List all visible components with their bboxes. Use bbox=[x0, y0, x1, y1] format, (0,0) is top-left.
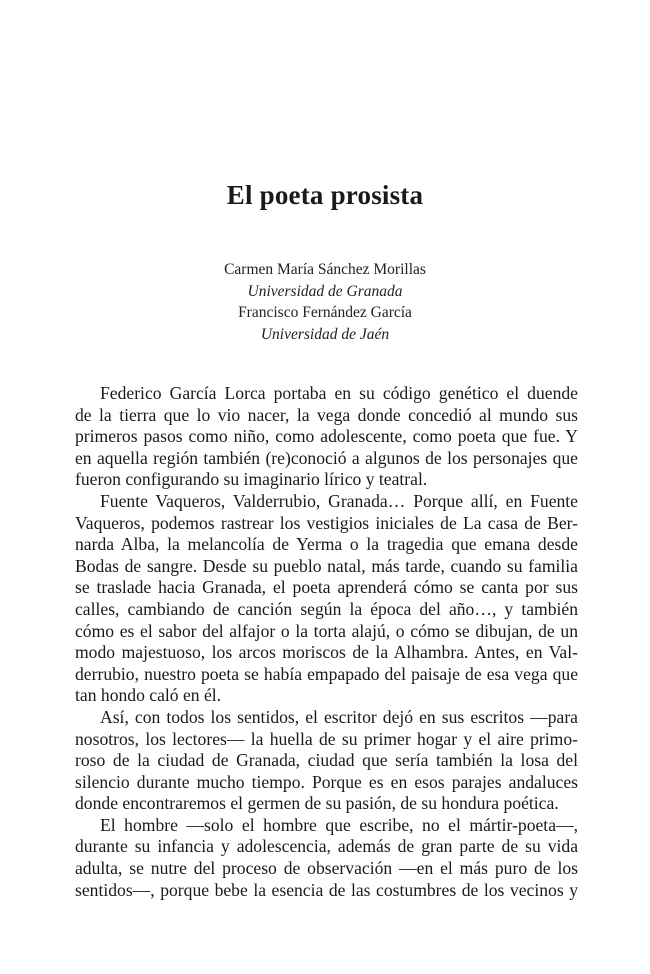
text-line: de la tierra que lo vio nacer, la vega donde concedió al mundo sus bbox=[75, 404, 578, 425]
author-block bbox=[0, 259, 650, 345]
text-line: fueron configurando su imaginario lírico y teatral. bbox=[75, 469, 428, 490]
text-line: Fuente Vaqueros, Valderrubio, Granada… Porque allí, en Fuente bbox=[100, 490, 578, 511]
page-title: El poeta prosista bbox=[226, 180, 424, 210]
text-line: narda Alba, la melancolía de Yerma o la tragedia que emana desde bbox=[75, 534, 578, 555]
text-line: Así, con todos los sentidos, el escritor dejó en sus escritos —para bbox=[100, 706, 578, 727]
paragraph bbox=[75, 707, 578, 815]
text-line: Bodas de sangre. Desde su pueblo natal, más tarde, cuando su familia bbox=[75, 555, 578, 576]
text-line: primeros pasos como niño, como adolescente, como poeta que fue. Y bbox=[75, 426, 578, 447]
text-line: Federico García Lorca portaba en su código genético el duende bbox=[100, 383, 578, 403]
text-line: silencio durante mucho tiempo. Porque es en esos parajes andaluces bbox=[75, 771, 578, 792]
text-line: durante su infancia y adolescencia, además de gran parte de su vida bbox=[75, 836, 578, 857]
author-affiliation: Universidad de Jaén bbox=[260, 325, 390, 343]
paragraph bbox=[75, 815, 578, 901]
text-line: modo majestuoso, los arcos moriscos de la Alhambra. Antes, en Val- bbox=[75, 642, 578, 663]
text-line: cómo es el sabor del alfajor o la torta alajú, o cómo se dibujan, de un bbox=[75, 620, 578, 641]
text-line: calles, cambiando de canción según la época del año…, y también bbox=[75, 598, 578, 619]
text-line: derrubio, nuestro poeta se había empapado del paisaje de esa vega que bbox=[75, 663, 578, 684]
text-line: en aquella región también (re)conoció a algunos de los personajes que bbox=[75, 447, 578, 468]
author-name: Carmen María Sánchez Morillas bbox=[224, 261, 426, 278]
text-line: tan hondo caló en él. bbox=[75, 685, 222, 706]
text-line: roso de la ciudad de Granada, ciudad que sería también la losa del bbox=[75, 750, 578, 771]
text-line: donde encontraremos el germen de su pasión, de su hondura poética. bbox=[75, 793, 559, 814]
text-line: El hombre —solo el hombre que escribe, no el mártir-poeta—, bbox=[100, 814, 578, 835]
text-line: nosotros, los lectores— la huella de su primer hogar y el aire primo- bbox=[75, 728, 578, 749]
paragraph bbox=[75, 383, 578, 491]
author-affiliation: Universidad de Granada bbox=[247, 282, 403, 300]
author-name: Francisco Fernández García bbox=[238, 304, 412, 321]
text-line: sentidos—, porque bebe la esencia de las costumbres de los vecinos y bbox=[75, 879, 578, 900]
body-text bbox=[75, 383, 578, 901]
text-line: Vaqueros, podemos rastrear los vestigios iniciales de La casa de Ber- bbox=[75, 512, 578, 533]
text-line: se traslade hacia Granada, el poeta aprenderá cómo se canta por sus bbox=[75, 577, 578, 598]
paragraph bbox=[75, 491, 578, 707]
text-line: adulta, se nutre del proceso de observación —en el más puro de los bbox=[75, 858, 578, 879]
